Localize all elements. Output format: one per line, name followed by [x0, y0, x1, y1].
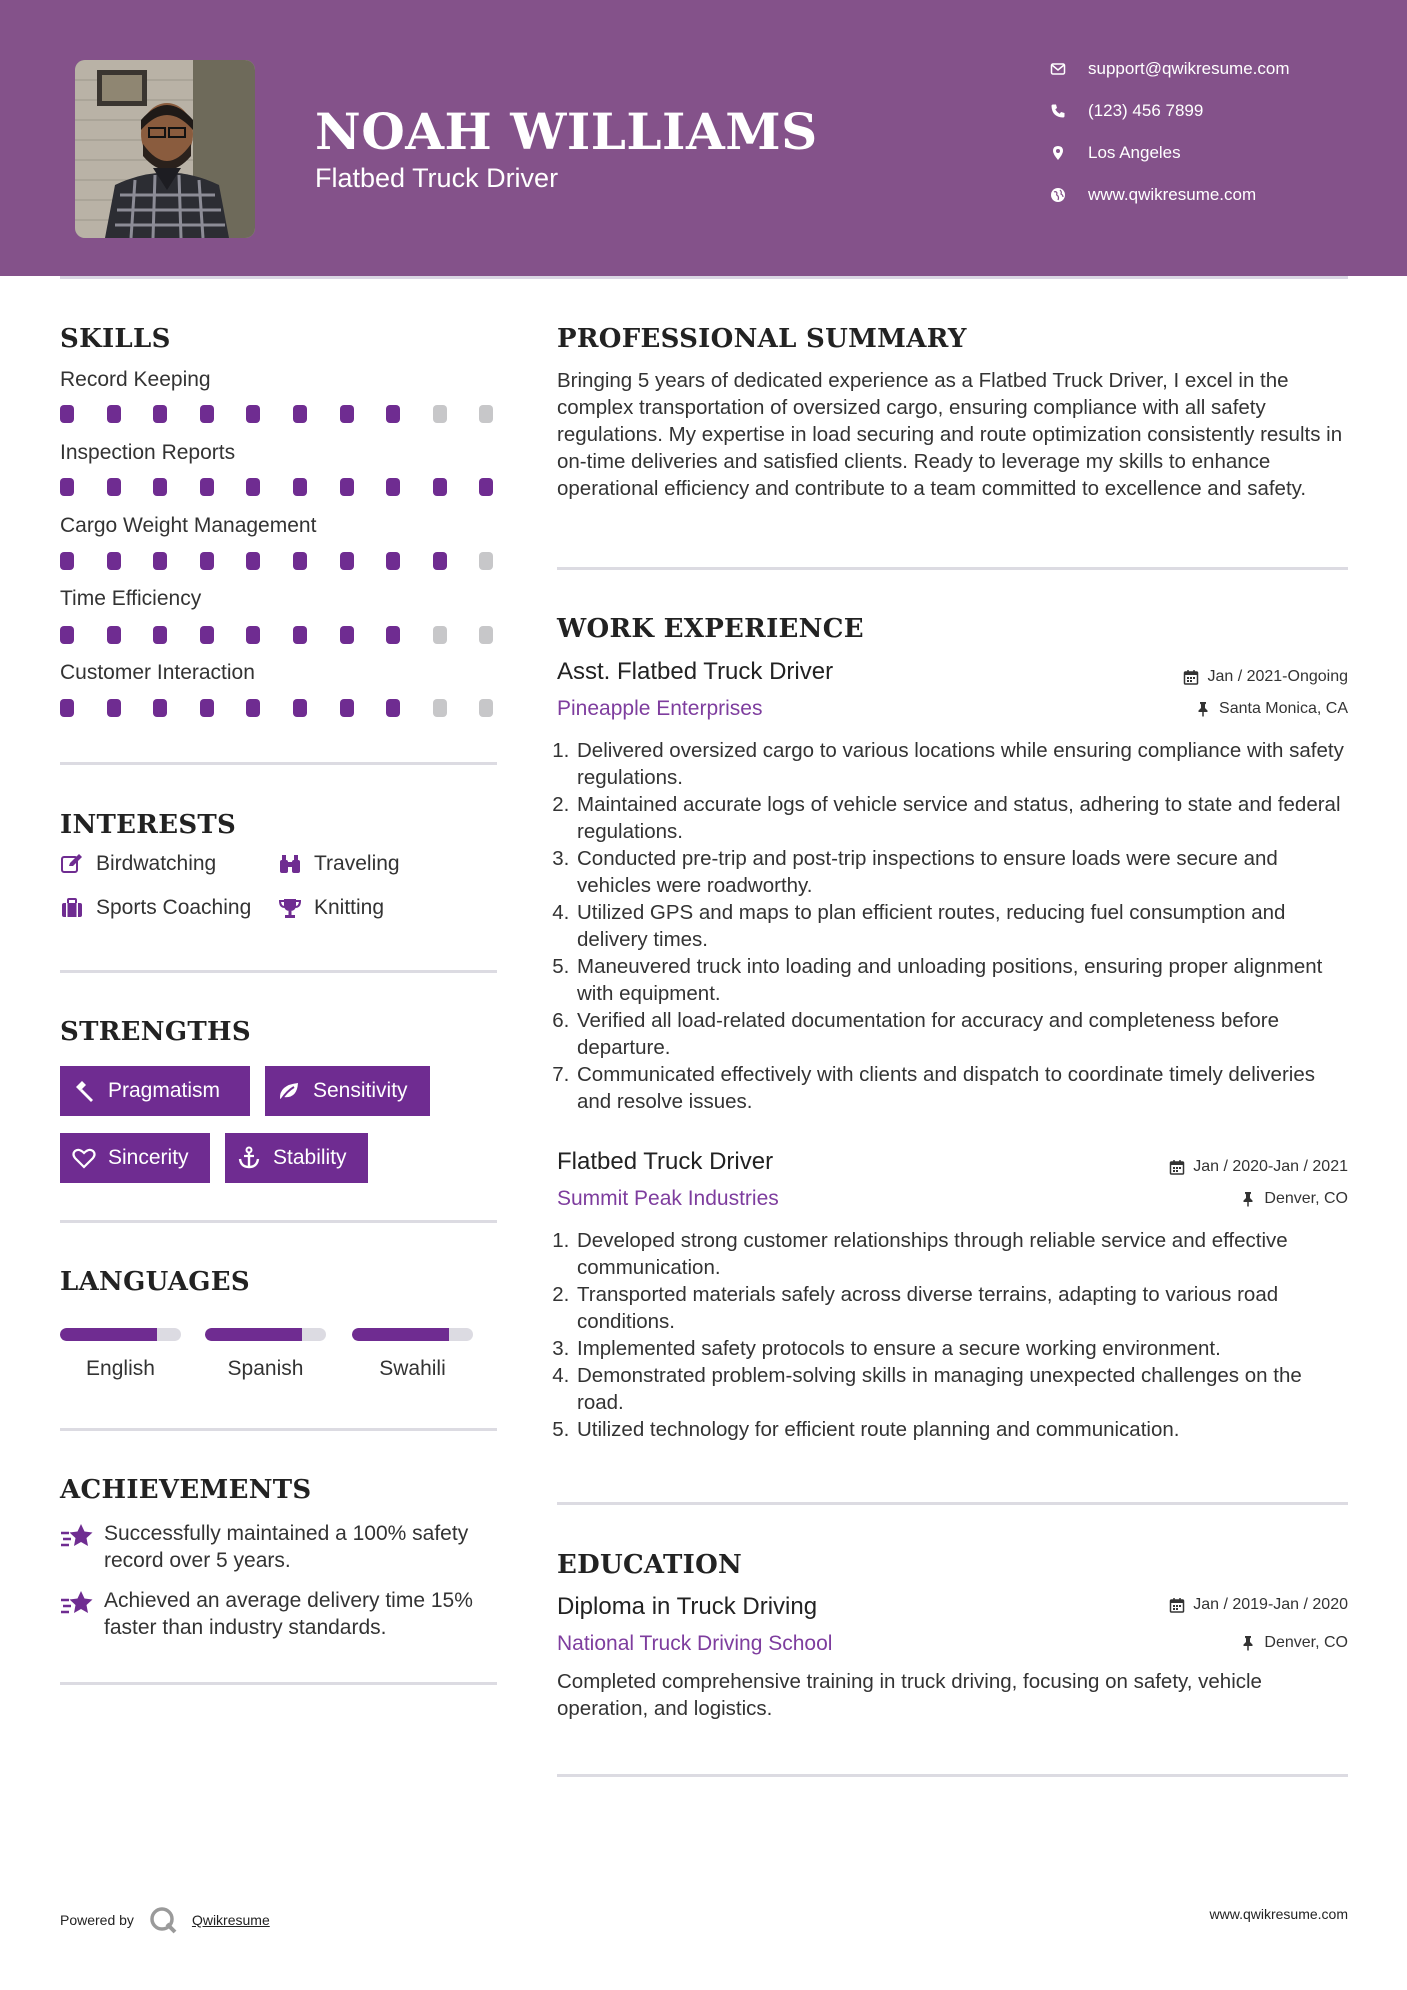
skill-dot-filled [340, 699, 354, 717]
skill-dot-filled [433, 478, 447, 496]
job-location-text: Denver, CO [1264, 1190, 1348, 1207]
language-bar-fill [205, 1328, 302, 1341]
language-bar [205, 1328, 326, 1341]
skill-dot-filled [107, 626, 121, 644]
leaf-icon [277, 1079, 301, 1103]
company-name: Summit Peak Industries [557, 1187, 779, 1210]
achievement-item [60, 1520, 500, 1574]
achievement-text: Successfully maintained a 100% safety record over 5 years. [104, 1522, 469, 1572]
skill-dot-filled [60, 626, 74, 644]
responsibility-item: 2. Transported materials safely across diverse terrains, adapting to various road conditions. [575, 1281, 1347, 1335]
job-location [1195, 700, 1348, 718]
job-dates [1169, 1158, 1348, 1176]
strength-tag [265, 1066, 430, 1116]
skill-dot-filled [107, 405, 121, 423]
skill-dot-filled [200, 405, 214, 423]
skill-dot-filled [60, 552, 74, 570]
language-name: Spanish [227, 1357, 304, 1380]
powered-by-text: Powered by [60, 1912, 134, 1928]
job-title: Asst. Flatbed Truck Driver [557, 658, 834, 685]
phone-icon [1050, 103, 1066, 119]
skill-dot-filled [293, 405, 307, 423]
job-dates-text: Jan / 2020-Jan / 2021 [1193, 1158, 1348, 1175]
skill-dot-filled [200, 478, 214, 496]
resume-header [0, 0, 1407, 276]
skill-dot-filled [246, 405, 260, 423]
skill-dot-empty [433, 626, 447, 644]
responsibility-item: 2. Maintained accurate logs of vehicle service and status, adhering to state and federal regulations. [575, 791, 1347, 845]
skill-rating [60, 699, 500, 717]
contact-phone-text: (123) 456 7899 [1088, 101, 1204, 120]
skill-dot-filled [153, 699, 167, 717]
skill-dot-filled [60, 405, 74, 423]
skill-dot-filled [200, 552, 214, 570]
skill-rating [60, 626, 500, 644]
contact-location [1050, 138, 1370, 168]
section-divider [557, 567, 1348, 570]
skill-dot-empty [433, 699, 447, 717]
responsibility-item: 1. Developed strong customer relationships through reliable service and effective communication. [575, 1227, 1347, 1281]
strength-label: Sincerity [108, 1146, 189, 1169]
summary-text: Bringing 5 years of dedicated experience as a Flatbed Truck Driver, I excel in the complex transportation of oversized cargo, ensuring compliance with all safety regulations. My expertise in load securing and route optimization consistently results in on-time deliveries and satisfied clients. Ready to leverage my skills to enhance operational efficiency and contribute to a team committed to excellence and safety. [557, 369, 1343, 500]
section-divider [60, 1220, 497, 1223]
section-divider [60, 1682, 497, 1685]
skill-rating [60, 552, 500, 570]
strength-tag [60, 1066, 250, 1116]
language-bar [60, 1328, 181, 1341]
interest-label: Traveling [314, 852, 400, 875]
interest-item [278, 852, 400, 876]
profile-photo [75, 60, 255, 238]
skill-dot-filled [340, 405, 354, 423]
contact-email[interactable] [1050, 54, 1370, 84]
languages-heading: LANGUAGES [60, 1267, 250, 1297]
skill-name: Time Efficiency [60, 587, 202, 610]
footer-powered-by [60, 1905, 270, 1935]
experience-heading: WORK EXPERIENCE [557, 614, 864, 644]
skill-dot-filled [153, 478, 167, 496]
skill-dot-filled [107, 699, 121, 717]
job-dates [1183, 668, 1348, 686]
skill-dot-filled [479, 478, 493, 496]
skill-name: Record Keeping [60, 368, 211, 391]
section-divider [557, 1502, 1348, 1505]
responsibility-item: 5. Maneuvered truck into loading and unloading positions, ensuring proper alignment with equipment. [575, 953, 1347, 1007]
map-marker-icon [1050, 145, 1066, 161]
degree-title: Diploma in Truck Driving [557, 1593, 818, 1620]
candidate-name: NOAH WILLIAMS [315, 102, 818, 161]
language-bar [352, 1328, 473, 1341]
skill-dot-filled [433, 552, 447, 570]
profile-photo-image [75, 60, 255, 238]
job-location [1240, 1190, 1348, 1208]
pushpin-icon [1240, 1635, 1256, 1651]
responsibility-item: 3. Implemented safety protocols to ensure a secure working environment. [575, 1335, 1347, 1362]
language-name: Swahili [379, 1357, 446, 1380]
calendar-icon [1169, 1597, 1185, 1613]
skill-rating [60, 478, 500, 496]
language-bar-fill [352, 1328, 449, 1341]
education-location [1240, 1634, 1348, 1652]
skill-dot-filled [386, 552, 400, 570]
skills-heading: SKILLS [60, 324, 171, 354]
responsibility-item: 4. Demonstrated problem-solving skills in managing unexpected challenges on the road. [575, 1362, 1347, 1416]
skill-dot-filled [340, 626, 354, 644]
responsibility-item: 6. Verified all load-related documentation for accuracy and completeness before departure. [575, 1007, 1347, 1061]
skill-dot-filled [386, 478, 400, 496]
shooting-star-icon [60, 1522, 94, 1550]
qwikresume-link[interactable]: Qwikresume [191, 1912, 270, 1928]
skill-dot-filled [60, 699, 74, 717]
skill-rating [60, 405, 500, 423]
skill-dot-filled [340, 478, 354, 496]
skill-name: Inspection Reports [60, 441, 236, 464]
skill-dot-filled [386, 405, 400, 423]
skill-dot-filled [153, 626, 167, 644]
contact-website[interactable] [1050, 180, 1370, 210]
job-title: Flatbed Truck Driver [557, 1148, 774, 1175]
achievement-text: Achieved an average delivery time 15% faster than industry standards. [104, 1589, 473, 1639]
anchor-icon [237, 1146, 261, 1170]
contact-email-text: support@qwikresume.com [1088, 59, 1290, 78]
binoculars-icon [278, 852, 302, 876]
education-dates [1169, 1596, 1348, 1614]
section-divider [60, 1428, 497, 1431]
skill-dot-filled [153, 552, 167, 570]
header-divider [60, 276, 1348, 279]
education-location-text: Denver, CO [1264, 1634, 1348, 1651]
job-responsibilities [557, 737, 1347, 1115]
job-responsibilities [557, 1227, 1347, 1443]
skill-dot-filled [293, 552, 307, 570]
calendar-icon [1169, 1159, 1185, 1175]
trophy-icon [278, 896, 302, 920]
responsibility-item: 1. Delivered oversized cargo to various locations while ensuring compliance with safety regulations. [575, 737, 1347, 791]
calendar-icon [1183, 669, 1199, 685]
skill-dot-filled [107, 552, 121, 570]
interest-label: Sports Coaching [96, 896, 252, 919]
strength-tag [60, 1133, 210, 1183]
interest-item [60, 896, 251, 920]
responsibility-item: 7. Communicated effectively with clients and dispatch to coordinate timely deliveries and resolve issues. [575, 1061, 1347, 1115]
strength-tag [225, 1133, 368, 1183]
job-dates-text: Jan / 2021-Ongoing [1207, 668, 1348, 685]
skill-dot-filled [60, 478, 74, 496]
responsibility-item: 4. Utilized GPS and maps to plan efficient routes, reducing fuel consumption and delivery times. [575, 899, 1347, 953]
strengths-heading: STRENGTHS [60, 1017, 251, 1047]
shooting-star-icon [60, 1589, 94, 1617]
interests-heading: INTERESTS [60, 810, 237, 840]
skill-dot-filled [200, 626, 214, 644]
candidate-title: Flatbed Truck Driver [315, 163, 559, 193]
skill-name: Customer Interaction [60, 661, 255, 684]
language-bar-fill [60, 1328, 157, 1341]
skill-dot-filled [246, 552, 260, 570]
education-heading: EDUCATION [557, 1550, 743, 1580]
strength-label: Stability [273, 1146, 347, 1169]
skill-dot-empty [479, 699, 493, 717]
envelope-icon [1050, 61, 1066, 77]
contact-website-text: www.qwikresume.com [1088, 185, 1257, 204]
summary-heading: PROFESSIONAL SUMMARY [557, 324, 967, 354]
heart-icon [72, 1146, 96, 1170]
skill-dot-filled [293, 626, 307, 644]
interest-label: Knitting [314, 896, 385, 919]
contact-location-text: Los Angeles [1088, 143, 1181, 162]
gavel-icon [72, 1079, 96, 1103]
education-dates-text: Jan / 2019-Jan / 2020 [1193, 1596, 1348, 1613]
skill-dot-filled [246, 699, 260, 717]
company-name: Pineapple Enterprises [557, 697, 763, 720]
skill-dot-filled [340, 552, 354, 570]
skill-dot-filled [153, 405, 167, 423]
responsibility-item: 5. Utilized technology for efficient route planning and communication. [575, 1416, 1347, 1443]
section-divider [557, 1774, 1348, 1777]
globe-icon [1050, 187, 1066, 203]
education-description: Completed comprehensive training in truck driving, focusing on safety, vehicle operation, and logistics. [557, 1670, 1262, 1720]
briefcase-icon [60, 896, 84, 920]
pushpin-icon [1240, 1191, 1256, 1207]
interest-item [278, 896, 384, 920]
skill-dot-empty [433, 405, 447, 423]
language-name: English [86, 1357, 155, 1380]
section-divider [60, 970, 497, 973]
skill-dot-empty [479, 405, 493, 423]
interest-item [60, 852, 216, 876]
skill-dot-filled [293, 699, 307, 717]
achievements-heading: ACHIEVEMENTS [60, 1475, 312, 1505]
skill-dot-filled [386, 699, 400, 717]
skill-name: Cargo Weight Management [60, 514, 317, 537]
skill-dot-filled [200, 699, 214, 717]
skill-dot-filled [293, 478, 307, 496]
contact-phone[interactable] [1050, 96, 1370, 126]
skill-dot-filled [246, 626, 260, 644]
footer-website[interactable]: www.qwikresume.com [1209, 1906, 1348, 1922]
job-location-text: Santa Monica, CA [1219, 700, 1348, 717]
skill-dot-filled [386, 626, 400, 644]
pushpin-icon [1195, 701, 1211, 717]
skill-dot-empty [479, 552, 493, 570]
achievement-item [60, 1587, 500, 1641]
skill-dot-empty [479, 626, 493, 644]
skill-dot-filled [107, 478, 121, 496]
section-divider [60, 762, 497, 765]
strength-label: Pragmatism [108, 1079, 221, 1102]
qwikresume-logo-icon [148, 1905, 178, 1935]
school-name: National Truck Driving School [557, 1632, 833, 1655]
skill-dot-filled [246, 478, 260, 496]
edit-icon [60, 852, 84, 876]
interest-label: Birdwatching [96, 852, 217, 875]
strength-label: Sensitivity [313, 1079, 408, 1102]
responsibility-item: 3. Conducted pre-trip and post-trip inspections to ensure loads were secure and vehicles were roadworthy. [575, 845, 1347, 899]
